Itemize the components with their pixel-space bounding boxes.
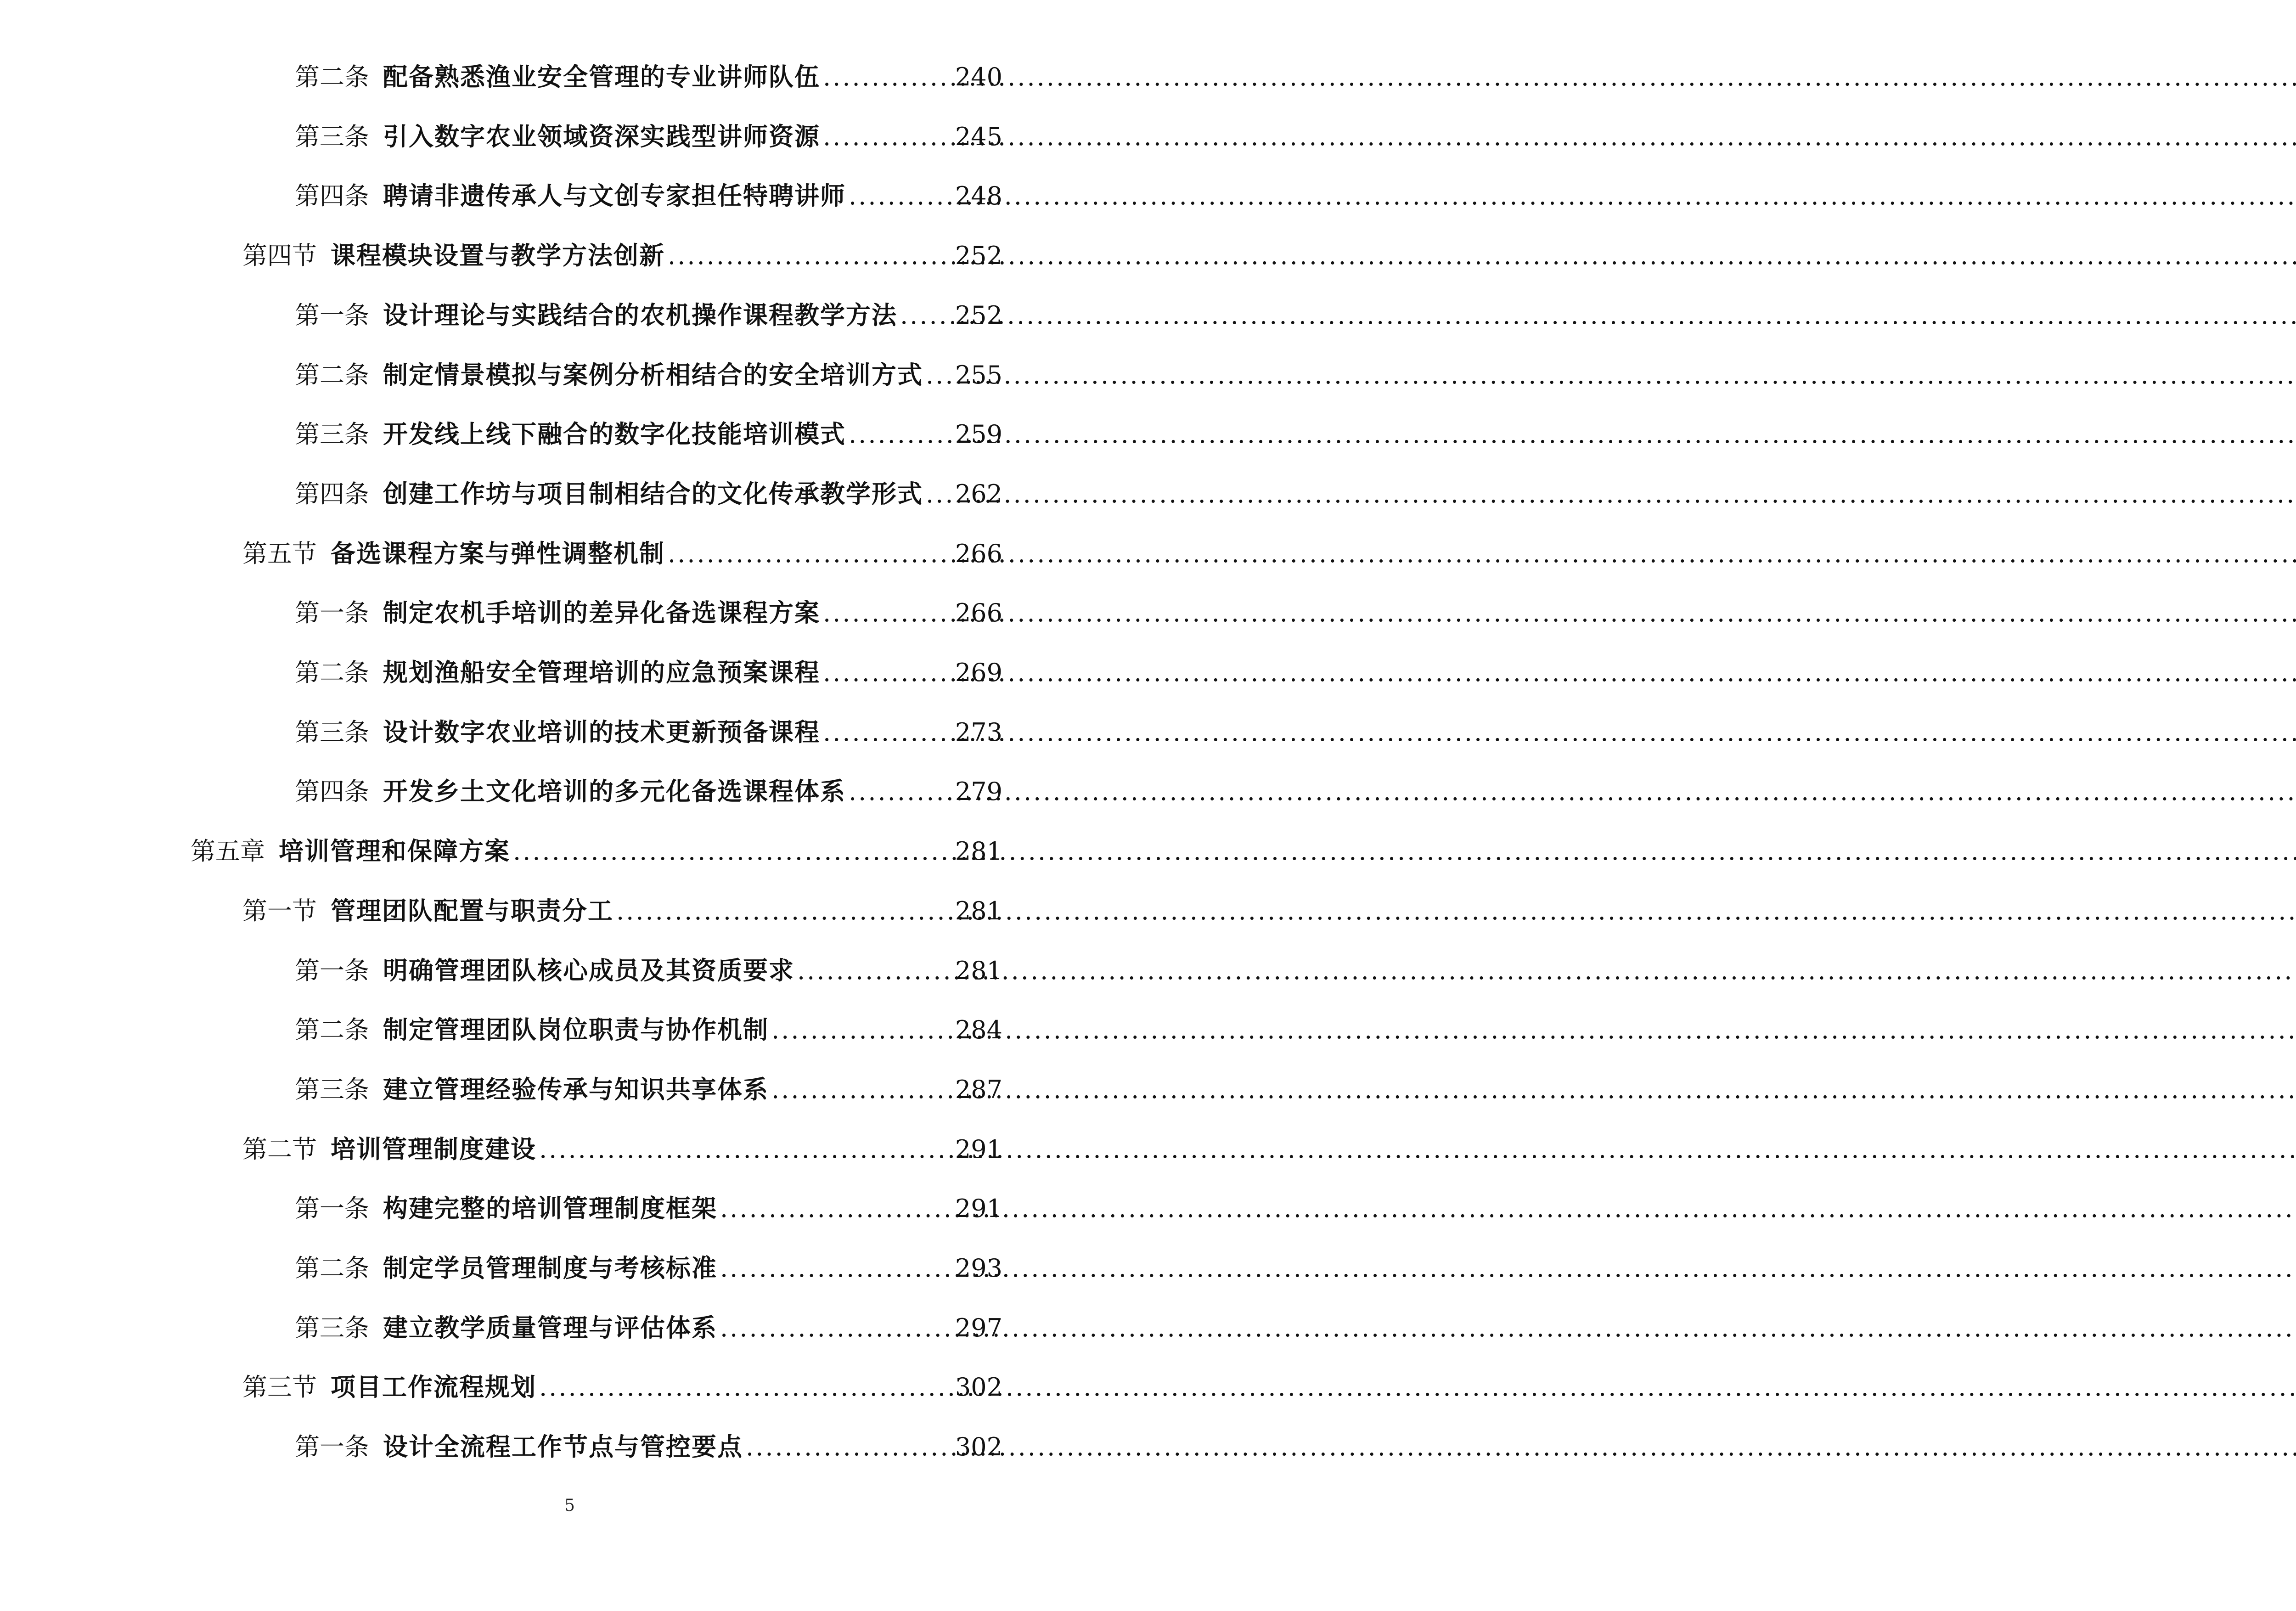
toc-entry-title: 项目工作流程规划 xyxy=(331,1372,536,1402)
toc-entry-prefix: 第二条 xyxy=(295,1015,369,1044)
toc-entry[interactable] xyxy=(295,714,1002,750)
toc-entry[interactable] xyxy=(295,177,1002,214)
toc-entry-prefix: 第一条 xyxy=(295,598,369,627)
toc-entry[interactable] xyxy=(295,1190,1002,1227)
toc-entry[interactable] xyxy=(295,297,1002,333)
toc-entry-prefix: 第三条 xyxy=(295,122,369,151)
toc-entry-page-number: 287 xyxy=(955,1075,1002,1104)
toc-entry[interactable] xyxy=(295,1011,1002,1048)
toc-entry-prefix: 第三条 xyxy=(295,1075,369,1104)
toc-leader-dots xyxy=(616,893,952,929)
toc-entry-prefix: 第四条 xyxy=(295,479,369,508)
toc-entry-title: 开发线上线下融合的数字化技能培训模式 xyxy=(383,419,846,449)
toc-leader-dots xyxy=(926,357,952,394)
toc-leader-dots xyxy=(823,59,952,96)
toc-entry-title: 管理团队配置与职责分工 xyxy=(331,896,613,925)
toc-entry[interactable] xyxy=(242,892,1002,929)
toc-entry[interactable] xyxy=(295,1250,1002,1286)
toc-entry-page-number: 240 xyxy=(955,62,1002,91)
toc-entry-title: 制定学员管理制度与考核标准 xyxy=(383,1253,717,1283)
toc-leader-dots xyxy=(900,297,952,334)
toc-leader-dots xyxy=(823,654,952,691)
toc-entry-page-number: 266 xyxy=(955,539,1002,568)
toc-entry-prefix: 第三节 xyxy=(242,1373,317,1402)
toc-entry-title: 设计全流程工作节点与管控要点 xyxy=(383,1432,743,1461)
toc-leader-dots xyxy=(720,1190,952,1227)
toc-entry[interactable] xyxy=(295,1428,1002,1465)
toc-entry-title: 制定情景模拟与案例分析相结合的安全培训方式 xyxy=(383,360,923,389)
toc-entry-page-number: 291 xyxy=(955,1135,1002,1164)
toc-entry-prefix: 第五节 xyxy=(242,539,317,568)
toc-entry[interactable] xyxy=(295,416,1002,452)
toc-leader-dots xyxy=(823,595,952,631)
toc-entry[interactable] xyxy=(295,654,1002,691)
toc-entry[interactable] xyxy=(242,535,1002,572)
toc-entry-title: 聘请非遗传承人与文创专家担任特聘讲师 xyxy=(383,181,846,210)
toc-entry-page-number: 302 xyxy=(955,1432,1002,1461)
toc-entry-page-number: 279 xyxy=(955,777,1002,806)
toc-entry-title: 开发乡土文化培训的多元化备选课程体系 xyxy=(383,777,846,806)
toc-leader-dots xyxy=(926,476,952,513)
toc-entry-page-number: 284 xyxy=(955,1015,1002,1044)
toc-entry-title: 制定管理团队岗位职责与协作机制 xyxy=(383,1015,769,1044)
toc-entry-prefix: 第三条 xyxy=(295,1313,369,1342)
toc-entry-title: 创建工作坊与项目制相结合的文化传承教学形式 xyxy=(383,479,923,508)
toc-entry-prefix: 第三条 xyxy=(295,718,369,747)
toc-entry-page-number: 252 xyxy=(955,241,1002,270)
toc-leader-dots xyxy=(539,1369,952,1406)
toc-entry[interactable] xyxy=(295,58,1002,95)
toc-entry-prefix: 第四条 xyxy=(295,181,369,210)
toc-entry-page-number: 248 xyxy=(955,181,1002,210)
toc-entry-page-number: 259 xyxy=(955,420,1002,449)
toc-entry[interactable] xyxy=(295,594,1002,631)
toc-entry[interactable] xyxy=(191,833,1002,869)
toc-entry[interactable] xyxy=(242,237,1002,274)
toc-leader-dots xyxy=(823,714,952,751)
toc-entry-page-number: 302 xyxy=(955,1373,1002,1402)
toc-entry[interactable] xyxy=(295,952,1002,989)
toc-entry-title: 备选课程方案与弹性调整机制 xyxy=(331,539,665,568)
toc-entry-prefix: 第五章 xyxy=(191,837,265,866)
toc-entry-title: 设计理论与实践结合的农机操作课程教学方法 xyxy=(383,300,897,330)
toc-entry-title: 建立管理经验传承与知识共享体系 xyxy=(383,1075,769,1104)
page-number: 5 xyxy=(564,1496,575,1515)
toc-entry[interactable] xyxy=(295,118,1002,155)
toc-entry-title: 明确管理团队核心成员及其资质要求 xyxy=(383,956,794,985)
toc-leader-dots xyxy=(849,178,952,214)
toc-leader-dots xyxy=(771,1012,952,1048)
toc-entry-title: 建立教学质量管理与评估体系 xyxy=(383,1313,717,1342)
toc-leader-dots xyxy=(746,1429,952,1465)
toc-entry-page-number: 291 xyxy=(955,1194,1002,1223)
toc-entry-title: 课程模块设置与教学方法创新 xyxy=(331,241,665,270)
toc-entry[interactable] xyxy=(295,1071,1002,1108)
toc-entry-page-number: 281 xyxy=(955,837,1002,866)
toc-entry-title: 培训管理制度建设 xyxy=(331,1134,536,1164)
toc-entry-page-number: 245 xyxy=(955,122,1002,151)
toc-leader-dots xyxy=(668,237,952,274)
toc-leader-dots xyxy=(539,1131,952,1168)
toc-entry-title: 规划渔船安全管理培训的应急预案课程 xyxy=(383,658,820,687)
toc-entry[interactable] xyxy=(242,1369,1002,1405)
toc-leader-dots xyxy=(720,1250,952,1287)
toc-leader-dots xyxy=(797,952,952,989)
toc-entry-title: 引入数字农业领域资深实践型讲师资源 xyxy=(383,122,820,151)
toc-entry-title: 培训管理和保障方案 xyxy=(279,836,510,866)
toc-entry-title: 设计数字农业培训的技术更新预备课程 xyxy=(383,717,820,747)
toc-entry-prefix: 第一条 xyxy=(295,301,369,330)
toc-entry-prefix: 第二节 xyxy=(242,1135,317,1164)
toc-entry-prefix: 第一条 xyxy=(295,1194,369,1223)
toc-entry[interactable] xyxy=(295,356,1002,393)
toc-entry-prefix: 第一条 xyxy=(295,956,369,985)
toc-entry[interactable] xyxy=(295,1309,1002,1346)
toc-leader-dots xyxy=(823,118,952,155)
toc-entry[interactable] xyxy=(242,1131,1002,1167)
toc-entry-title: 配备熟悉渔业安全管理的专业讲师队伍 xyxy=(383,62,820,91)
toc-entry-page-number: 293 xyxy=(955,1254,1002,1283)
toc-leader-dots xyxy=(771,1071,952,1108)
toc-entry-prefix: 第四条 xyxy=(295,777,369,806)
toc-entry-title: 构建完整的培训管理制度框架 xyxy=(383,1194,717,1223)
toc-entry-prefix: 第三条 xyxy=(295,420,369,449)
toc-entry[interactable] xyxy=(295,475,1002,512)
toc-leader-dots xyxy=(849,773,952,810)
toc-entry-prefix: 第二条 xyxy=(295,1254,369,1283)
toc-leader-dots xyxy=(720,1310,952,1346)
toc-entry-page-number: 262 xyxy=(955,479,1002,508)
toc-entry-prefix: 第四节 xyxy=(242,241,317,270)
toc-leader-dots xyxy=(849,416,952,453)
toc-entry-title: 制定农机手培训的差异化备选课程方案 xyxy=(383,598,820,627)
toc-entry-prefix: 第二条 xyxy=(295,62,369,91)
toc-entry-prefix: 第二条 xyxy=(295,658,369,687)
toc-entry-prefix: 第一条 xyxy=(295,1432,369,1461)
toc-leader-dots xyxy=(668,535,952,572)
toc-entry-page-number: 281 xyxy=(955,896,1002,925)
toc-entry-page-number: 281 xyxy=(955,956,1002,985)
toc-entry[interactable] xyxy=(295,773,1002,810)
toc-entry-page-number: 297 xyxy=(955,1313,1002,1342)
toc-entry-page-number: 255 xyxy=(955,361,1002,389)
toc-entry-prefix: 第二条 xyxy=(295,361,369,389)
toc-entry-page-number: 269 xyxy=(955,658,1002,687)
toc-entry-page-number: 252 xyxy=(955,301,1002,330)
toc-leader-dots xyxy=(513,833,952,870)
toc-entry-prefix: 第一节 xyxy=(242,896,317,925)
toc-entry-page-number: 273 xyxy=(955,718,1002,747)
toc-entry-page-number: 266 xyxy=(955,598,1002,627)
